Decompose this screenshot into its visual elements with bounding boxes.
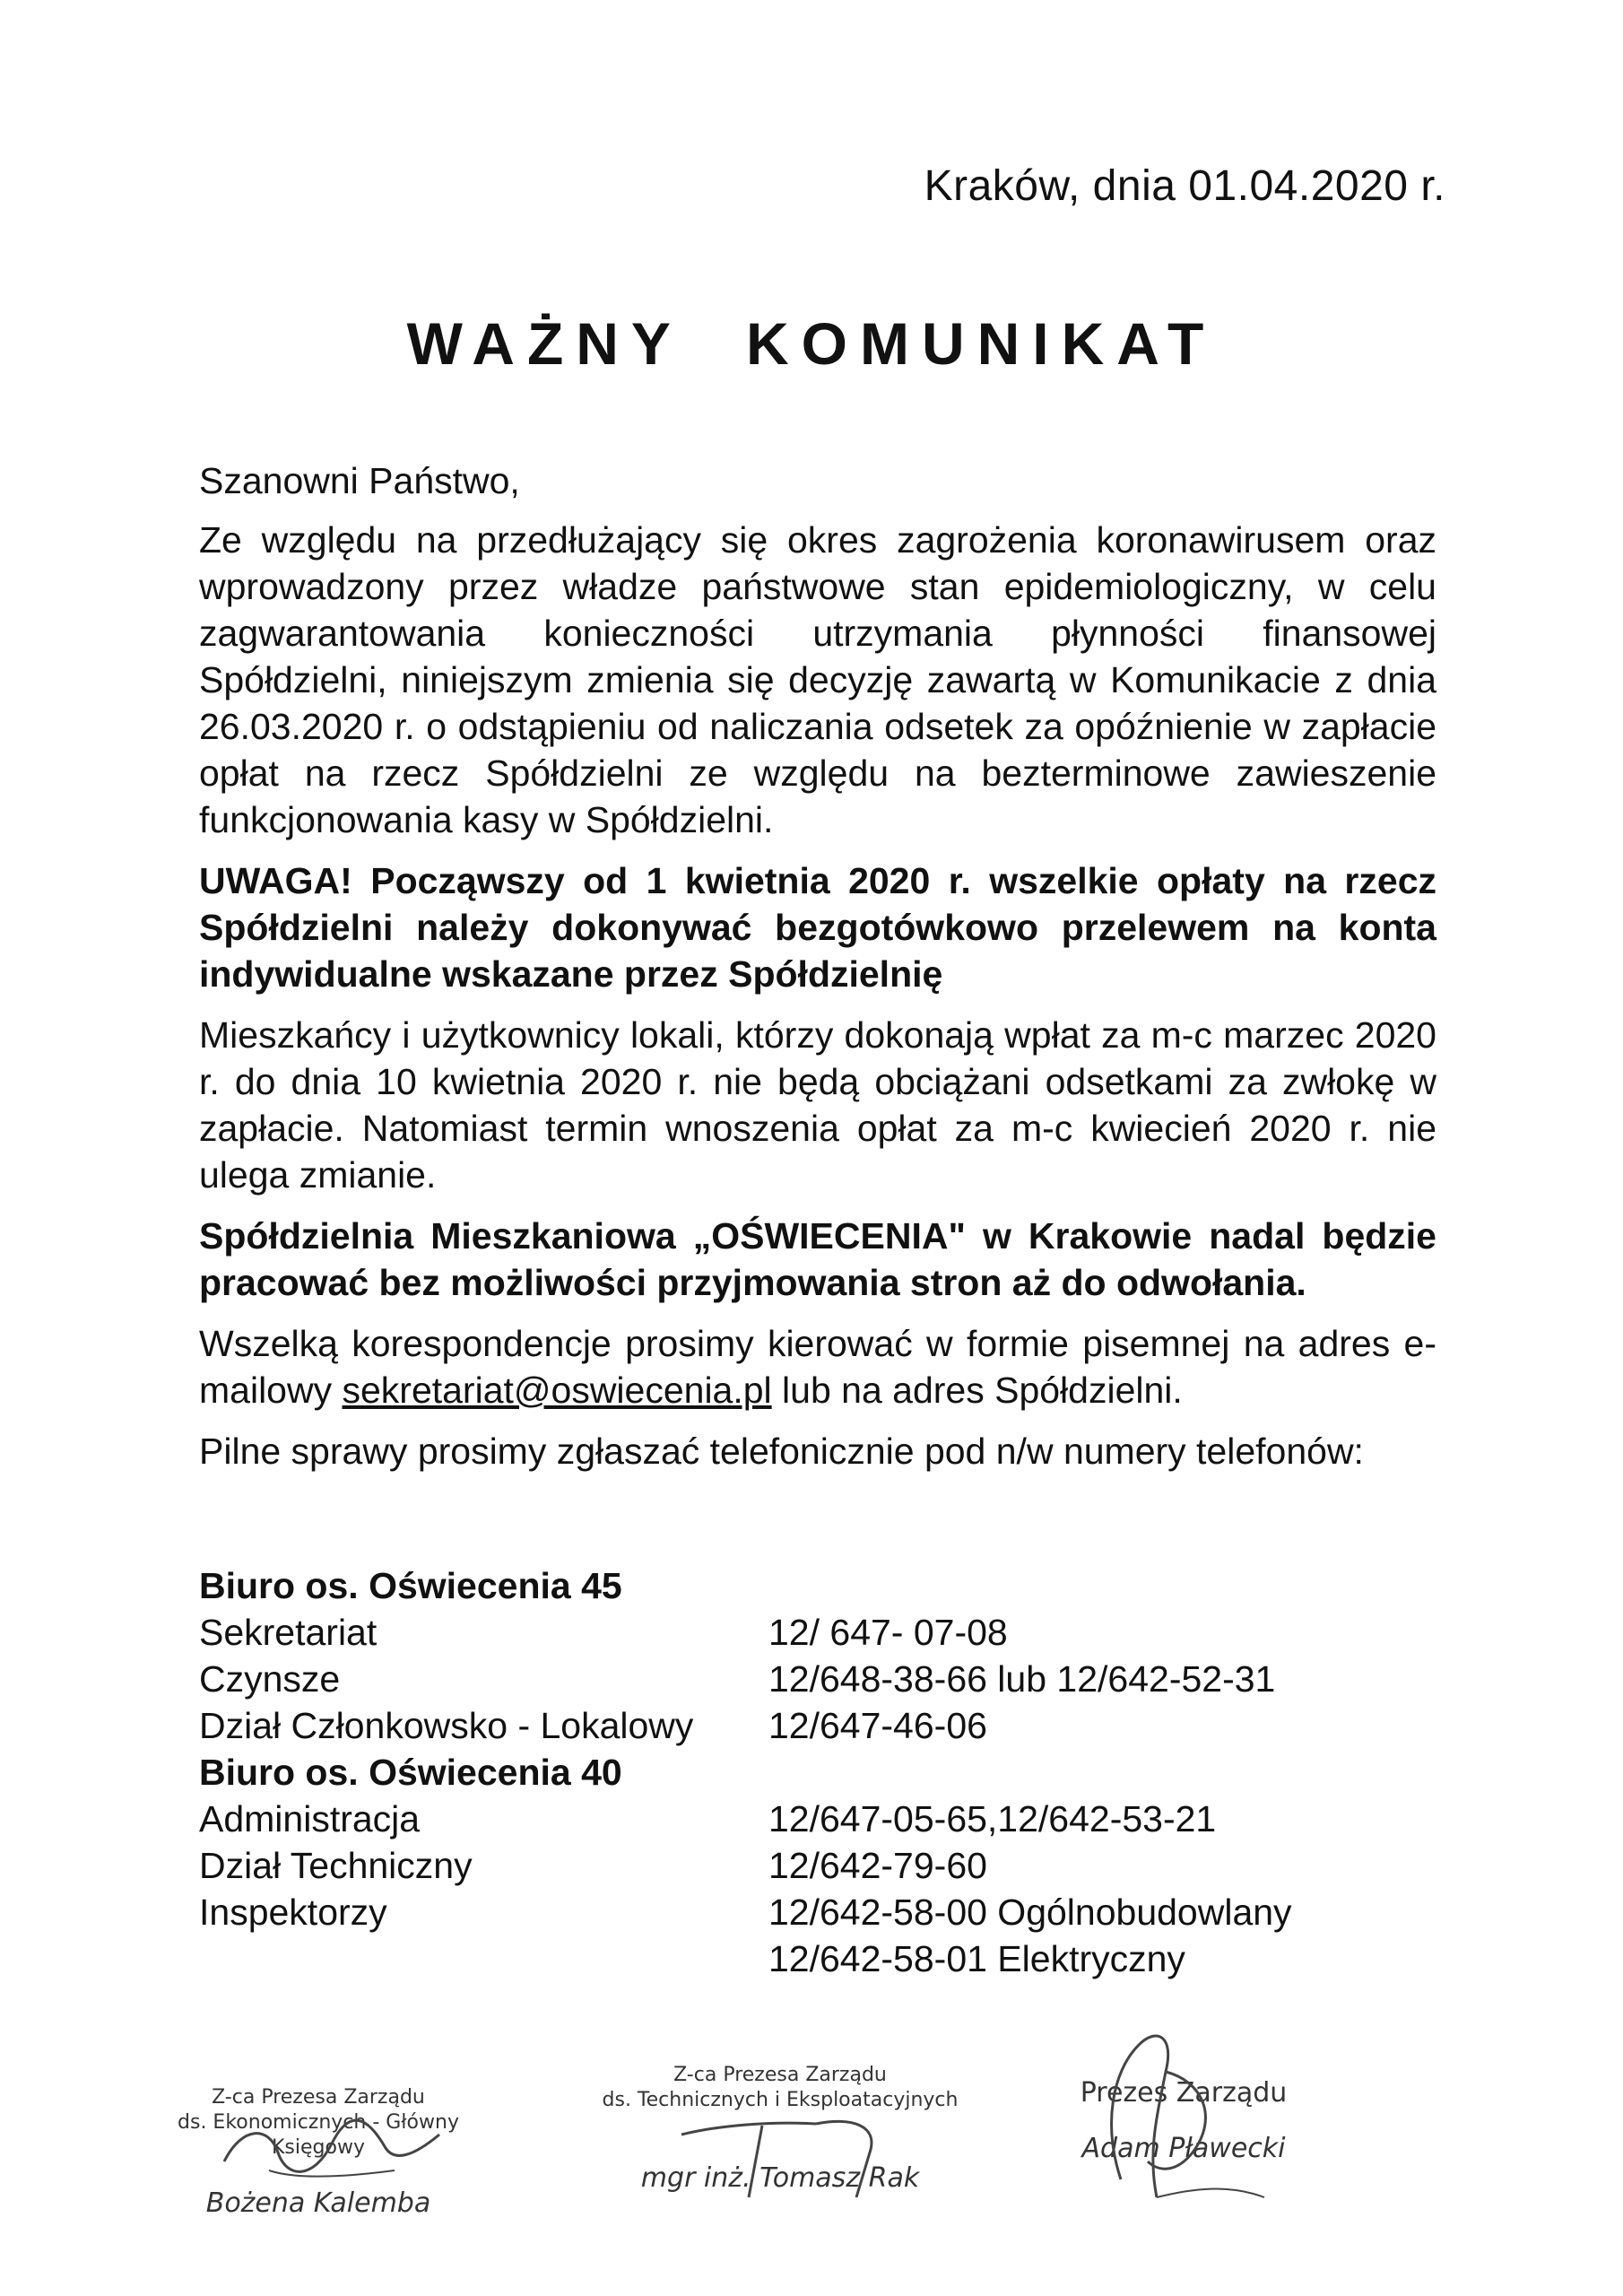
contact-label: Administracja — [199, 1798, 421, 1839]
signature-block-1 — [152, 2085, 484, 2219]
signature-name: Bożena Kalemba — [205, 2187, 431, 2219]
document-date: Kraków, dnia 01.04.2020 r. — [924, 162, 1445, 210]
contact-number: 12/642-58-00 Ogólnobudowlany — [768, 1892, 1292, 1933]
contact-number: 12/647-46-06 — [768, 1705, 987, 1746]
paragraph-5 — [199, 1320, 1436, 1413]
office-1-heading: Biuro os. Oświecenia 45 — [199, 1565, 622, 1606]
contact-row — [199, 1609, 1436, 1656]
title-word-1: WAŻNY — [406, 310, 683, 377]
email-link[interactable]: sekretariat@oswiecenia.pl — [342, 1370, 772, 1411]
contact-label: Dział Techniczny — [199, 1845, 473, 1886]
contact-label: Sekretariat — [199, 1612, 378, 1653]
contact-label: Inspektorzy — [199, 1892, 387, 1933]
contact-row — [199, 1656, 1436, 1702]
office-2-heading: Biuro os. Oświecenia 40 — [199, 1752, 622, 1793]
contact-row — [199, 1842, 1436, 1889]
signature-role: Prezes Zarządu — [1080, 2077, 1288, 2109]
signature-block-2 — [574, 2063, 986, 2194]
contact-row — [199, 1935, 1436, 1982]
signature-name: Adam Pławecki — [1081, 2133, 1286, 2164]
notice-paragraph: UWAGA! Począwszy od 1 kwietnia 2020 r. wszelkie opłaty na rzecz Spółdzielni należy dokonywać bezgotówkowo przelewem na konta indywidualne wskazane przez Spółdzielnię — [199, 860, 1436, 995]
contact-row — [199, 1702, 1436, 1749]
signature-name: mgr inż. Tomasz Rak — [640, 2162, 920, 2194]
signature-role: Z-ca Prezesa Zarządu — [673, 2064, 887, 2086]
contact-label: Czynsze — [199, 1658, 341, 1700]
signature-role: Z-ca Prezesa Zarządu — [212, 2086, 425, 2109]
contact-number: 12/642-79-60 — [768, 1845, 987, 1886]
contacts-list — [199, 1562, 1436, 1982]
paragraph-3: Mieszkańcy i użytkownicy lokali, którzy dokonają wpłat za m-c marzec 2020 r. do dnia 10 kwietnia 2020 r. nie będą obciążani odsetkami za zwłokę w zapłacie. Natomiast termin wnoszenia opłat za m-c kwiecień 2020 r. nie ulega zmianie. — [199, 1014, 1436, 1196]
document-body — [199, 457, 1436, 1489]
contact-label: Dział Członkowsko - Lokalowy — [199, 1705, 694, 1746]
paragraph-5-text-after: lub na adres Spółdzielni. — [771, 1370, 1183, 1411]
signature-role-detail: ds. Ekonomicznych - Główny Księgowy — [178, 2111, 459, 2159]
title-word-2: KOMUNIKAT — [745, 310, 1217, 377]
contact-row — [199, 1796, 1436, 1842]
cooperative-notice: Spółdzielnia Mieszkaniowa „OŚWIECENIA" w Krakowie nadal będzie pracować bez możliwości przyjmowania stron aż do odwołania. — [199, 1215, 1436, 1303]
contact-label — [199, 1935, 768, 1982]
document-title — [0, 309, 1623, 378]
contact-number: 12/647-05-65,12/642-53-21 — [768, 1798, 1217, 1839]
signature-block-3 — [1040, 2077, 1327, 2164]
salutation: Szanowni Państwo, — [199, 460, 520, 501]
contact-number: 12/648-38-66 lub 12/642-52-31 — [768, 1658, 1276, 1700]
paragraph-1: Ze względu na przedłużający się okres zagrożenia koronawirusem oraz wprowadzony przez władze państwowe stan epidemiologiczny, w celu zagwarantowania konieczności utrzymania płynności finansowej Spółdzielni, niniejszym zmienia się decyzję zawartą w Komunikacie z dnia 26.03.2020 r. o odstąpieniu od naliczania odsetek za opóźnienie w zapłacie opłat na rzecz Spółdzielni ze względu na bezterminowe zawieszenie funkcjonowania kasy w Spółdzielni. — [199, 519, 1436, 840]
contact-number: 12/ 647- 07-08 — [768, 1612, 1008, 1653]
contact-row — [199, 1889, 1436, 1935]
contact-number: 12/642-58-01 Elektryczny — [768, 1938, 1185, 1979]
paragraph-6: Pilne sprawy prosimy zgłaszać telefonicznie pod n/w numery telefonów: — [199, 1431, 1364, 1472]
signature-role-detail: ds. Technicznych i Eksploatacyjnych — [602, 2089, 959, 2111]
paragraph-5-text-before: Wszelką korespondencje prosimy kierować w formie pisemnej na adres e-mailowy — [199, 1323, 1436, 1411]
